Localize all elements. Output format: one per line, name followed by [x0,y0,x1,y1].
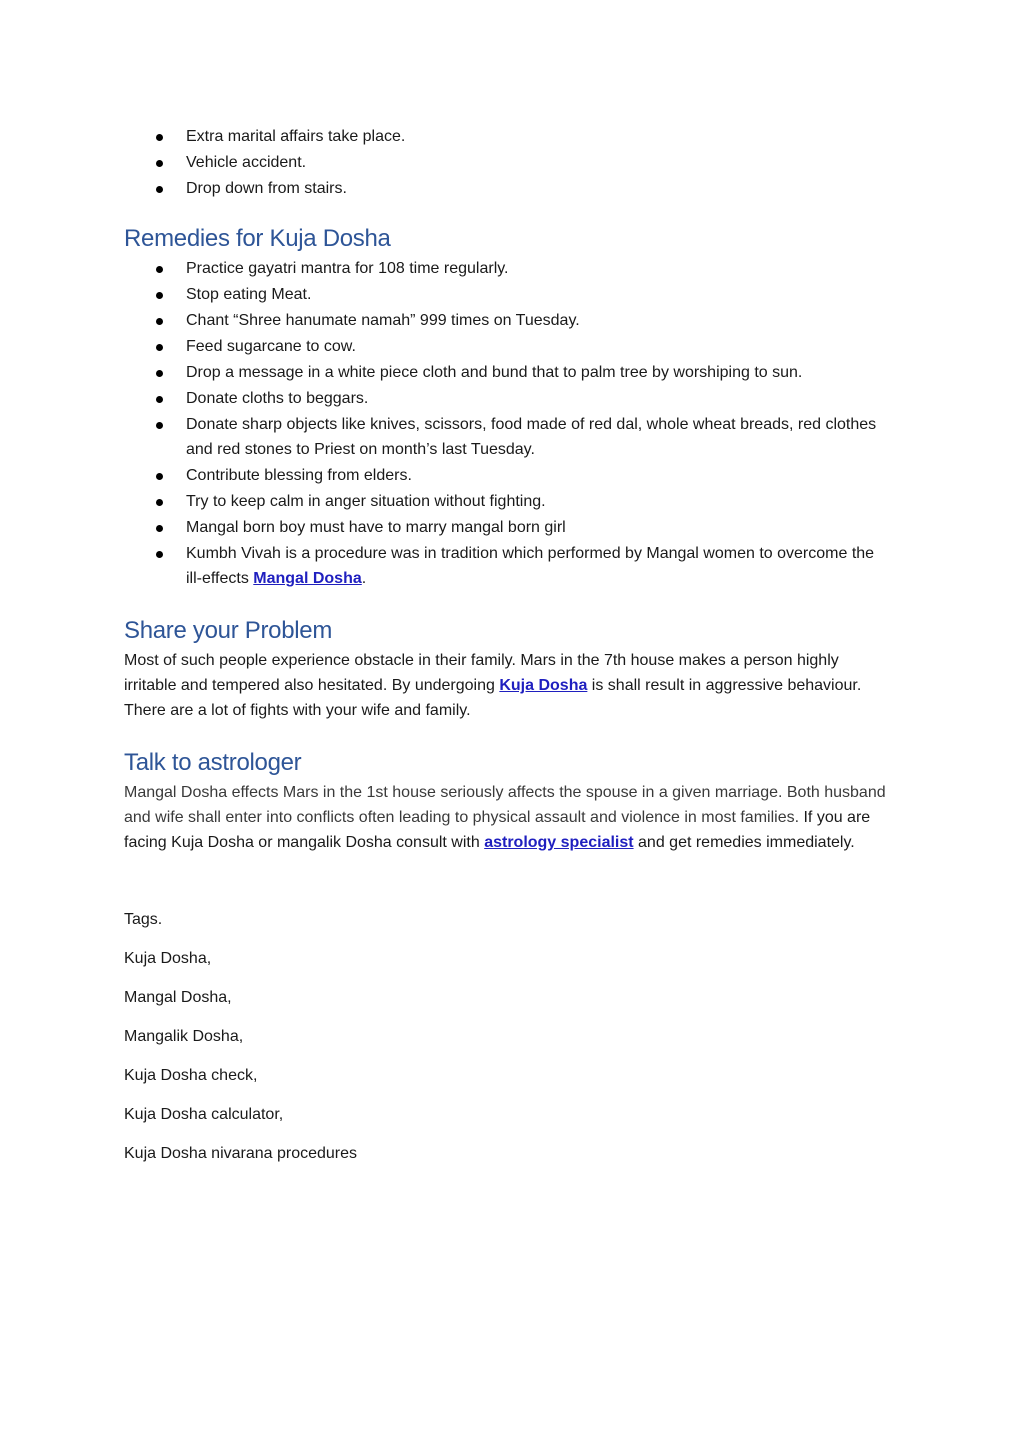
bullet-icon [156,318,163,325]
bullet-icon [156,422,163,429]
bullet-icon [156,370,163,377]
mangal-dosha-link[interactable]: Mangal Dosha [253,570,362,587]
tag-item: Mangalik Dosha, [124,1028,244,1045]
remedies-list [124,256,894,591]
tag-item: Kuja Dosha, [124,950,212,967]
list-item: Donate sharp objects like knives, scissors, food made of red dal, whole wheat breads, red clothes and red stones to Priest on month’s last Tuesday. [124,412,894,462]
talk-paragraph: Mangal Dosha effects Mars in the 1st house seriously affects the spouse in a given marriage. Both husband and wife shall enter into conflicts often leading to physical assault and violence in most families. If you are facing Kuja Dosha or mangalik Dosha consult with astrology specialist and get remedies immediately. [124,784,886,851]
bullet-icon [156,134,163,141]
kuja-dosha-link[interactable]: Kuja Dosha [499,677,588,694]
bullet-icon [156,473,163,480]
list-item: Contribute blessing from elders. [124,463,894,488]
bullet-icon [156,344,163,351]
list-item: Drop down from stairs. [124,176,894,201]
share-paragraph: Most of such people experience obstacle in their family. Mars in the 7th house makes a person highly irritable and tempered also hesitated. By undergoing Kuja Dosha is shall result in aggressive behaviour. There are a lot of fights with your wife and family. [124,652,862,719]
bullet-icon [156,499,163,506]
list-item: Vehicle accident. [124,150,894,175]
astrology-specialist-link[interactable]: astrology specialist [484,834,634,851]
effects-list [124,124,894,201]
list-item: Feed sugarcane to cow. [124,334,894,359]
remedies-heading: Remedies for Kuja Dosha [124,225,391,252]
list-item: Drop a message in a white piece cloth and bund that to palm tree by worshiping to sun. [124,360,894,385]
talk-heading: Talk to astrologer [124,749,302,776]
document-page [124,124,894,1180]
list-item: Stop eating Meat. [124,282,894,307]
tag-item: Kuja Dosha nivarana procedures [124,1145,358,1162]
tag-item: Mangal Dosha, [124,989,232,1006]
bullet-icon [156,525,163,532]
bullet-icon [156,186,163,193]
bullet-icon [156,292,163,299]
share-heading: Share your Problem [124,617,333,644]
bullet-icon [156,551,163,558]
list-item: Try to keep calm in anger situation without fighting. [124,489,894,514]
tag-item: Kuja Dosha calculator, [124,1106,284,1123]
list-item: Mangal born boy must have to marry mangal born girl [124,515,894,540]
bullet-icon [156,266,163,273]
tags-section [124,907,894,1166]
tag-item: Kuja Dosha check, [124,1067,258,1084]
list-item: Extra marital affairs take place. [124,124,894,149]
list-item: Kumbh Vivah is a procedure was in tradition which performed by Mangal women to overcome the ill-effects Mangal Dosha. [124,541,894,591]
list-item: Chant “Shree hanumate namah” 999 times on Tuesday. [124,308,894,333]
list-item: Donate cloths to beggars. [124,386,894,411]
bullet-icon [156,396,163,403]
tags-label: Tags. [124,911,163,928]
bullet-icon [156,160,163,167]
list-item: Practice gayatri mantra for 108 time regularly. [124,256,894,281]
